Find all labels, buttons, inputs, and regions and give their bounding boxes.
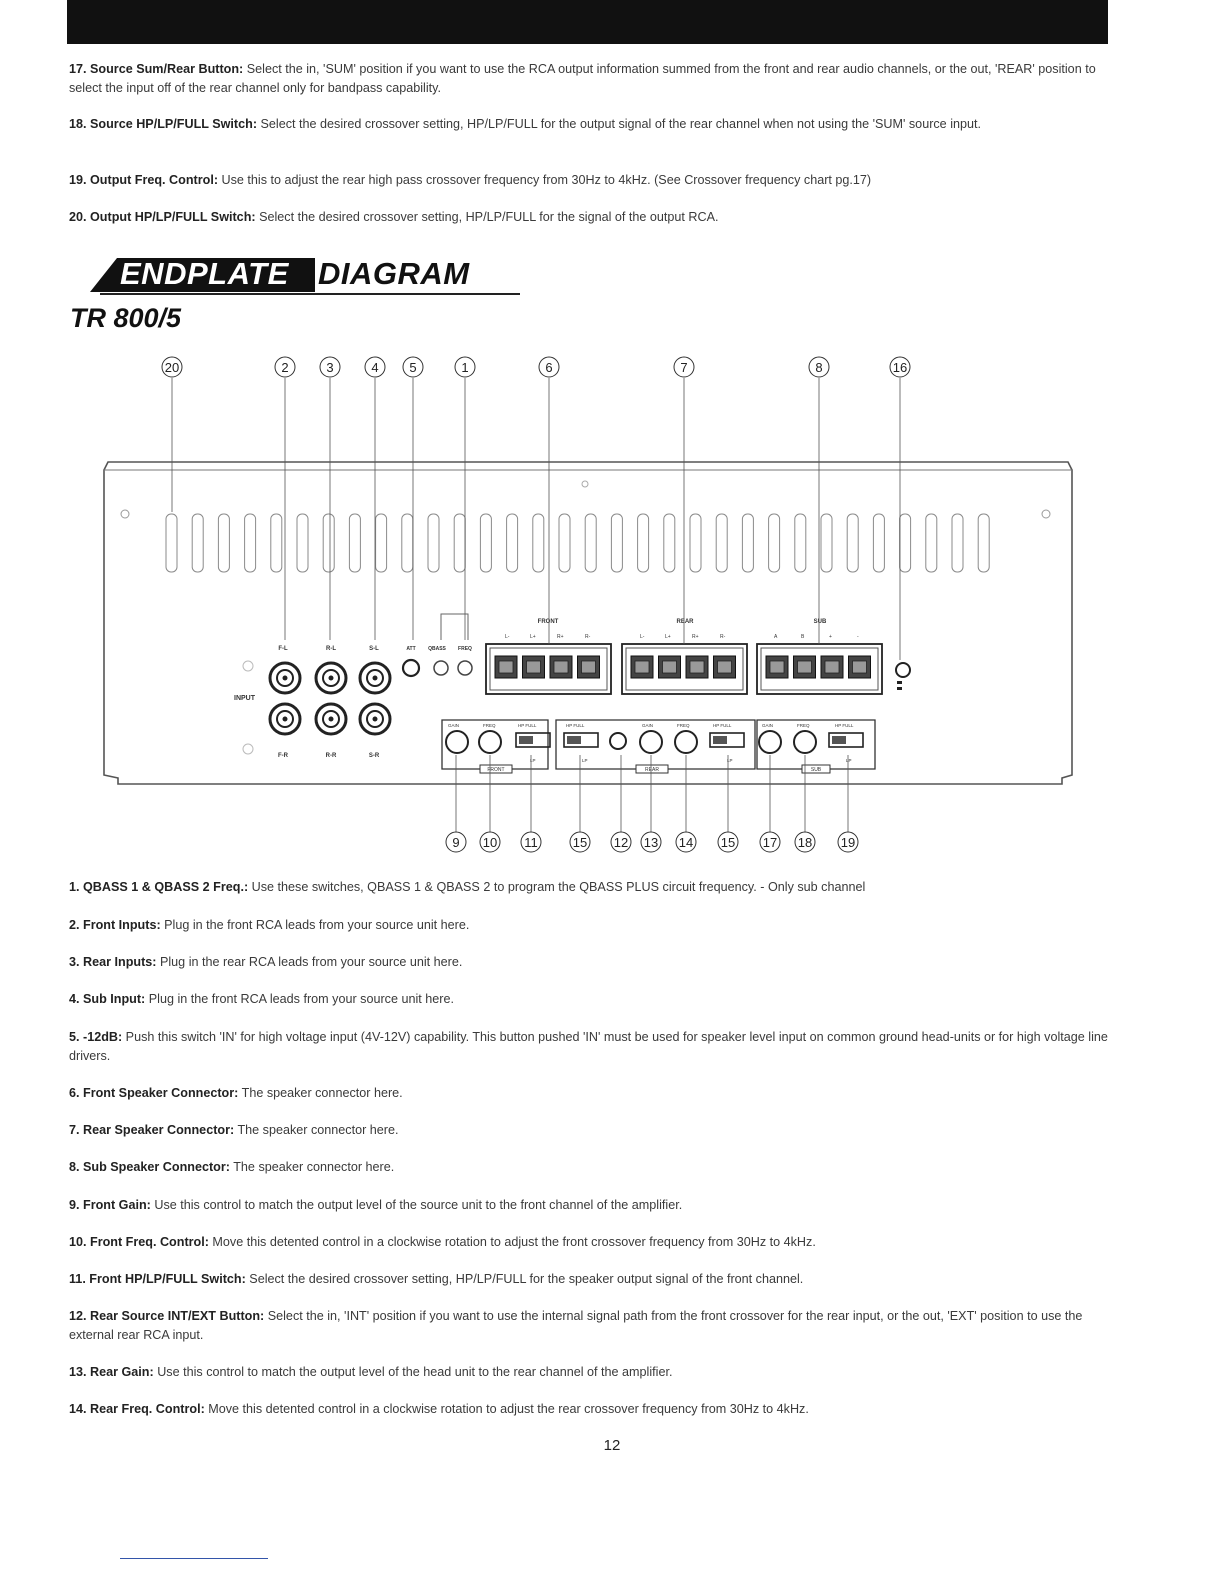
item-label: 17. Source Sum/Rear Button: [69, 62, 244, 76]
heatsink-fin [271, 514, 282, 572]
sub-tag-text: SUB [810, 767, 822, 773]
description-item [69, 1158, 1119, 1177]
terminal-screw-head [770, 661, 784, 673]
rear-lp-label: LP [727, 758, 733, 763]
heatsink-fin [245, 514, 256, 572]
heatsink-fin [533, 514, 544, 572]
description-item [69, 878, 1119, 897]
callout-number: 15 [720, 835, 736, 850]
label-rear: REAR [676, 619, 694, 625]
callout-number: 17 [762, 835, 778, 850]
input-section [234, 646, 390, 759]
rca-front-left [270, 663, 300, 693]
heatsink-fin [742, 514, 753, 572]
heatsink-fin [952, 514, 963, 572]
label-rear-lplus: L+ [665, 634, 671, 640]
front-freq-label: FREQ [483, 723, 496, 728]
item-text: Select the desired crossover setting, HP/LP/FULL for the signal of the output RCA. [255, 210, 719, 224]
terminal-screw-head [554, 661, 568, 673]
heading-part-1: ENDPLATE [120, 256, 289, 291]
heatsink-fin [166, 514, 177, 572]
model-name: TR 800/5 [70, 303, 182, 333]
terminal-screw-head [663, 661, 677, 673]
screw-top [582, 481, 588, 487]
callout-number: 2 [281, 360, 289, 375]
rca-rear-left [316, 663, 346, 693]
heatsink-fin [664, 514, 675, 572]
item-label: 3. Rear Inputs: [69, 955, 157, 969]
label-fl: F-L [278, 646, 288, 652]
item-label: 2. Front Inputs: [69, 918, 161, 932]
rear-gain-label: GAIN [642, 723, 654, 728]
item-text: The speaker connector here. [234, 1123, 399, 1137]
heatsink-fin [507, 514, 518, 572]
section-heading [90, 256, 520, 296]
sub-hpfull-label: HP FULL [835, 723, 854, 728]
label-sub-plus: + [829, 634, 832, 640]
label-rl: R-L [326, 646, 336, 652]
item-20 [69, 208, 1119, 227]
heatsink-fin [690, 514, 701, 572]
item-text: Use this to adjust the rear high pass crossover frequency from 30Hz to 4kHz. (See Crossover frequency chart pg.17) [218, 173, 872, 187]
callout-number: 20 [164, 360, 180, 375]
sub-gain-label: GAIN [762, 723, 774, 728]
rear-src-hpfull-label: HP FULL [566, 723, 585, 728]
description-item [69, 1363, 1119, 1382]
rotary-knob [479, 731, 501, 753]
callout-number: 11 [524, 835, 538, 850]
callout-number: 10 [482, 835, 498, 850]
rca-sub-right [360, 704, 390, 734]
rotary-knob [640, 731, 662, 753]
label-sub-minus: - [857, 634, 859, 640]
label-sub-a: A [774, 634, 778, 640]
item-label: 19. Output Freq. Control: [69, 173, 219, 187]
item-label: 8. Sub Speaker Connector: [69, 1160, 230, 1174]
description-item [69, 1084, 1119, 1103]
heatsink-fin [716, 514, 727, 572]
label-front-rminus: R- [585, 634, 591, 640]
callout-number: 18 [797, 835, 813, 850]
label-rear-rminus: R- [720, 634, 726, 640]
item-text: Select the desired crossover setting, HP/LP/FULL for the speaker output signal of the front channel. [245, 1272, 804, 1286]
callout-number: 13 [643, 835, 659, 850]
item-label: 18. Source HP/LP/FULL Switch: [69, 117, 258, 131]
item-label: 12. Rear Source INT/EXT Button: [69, 1309, 265, 1323]
int-ext-button [610, 733, 626, 749]
label-front-lminus: L- [505, 634, 510, 640]
callout-number: 16 [892, 360, 908, 375]
item-18 [69, 115, 1119, 134]
callout-number: 19 [840, 835, 856, 850]
callout-number: 12 [613, 835, 629, 850]
heatsink-fin [218, 514, 229, 572]
item-text: Select the in, 'INT' position if you want to use the internal signal path from the front crossover for the rear input, or the out, 'EXT' position to use the external rear RCA input. [69, 1309, 1083, 1342]
rca-sub-left [360, 663, 390, 693]
callout-number: 1 [461, 360, 469, 375]
heatsink-fin [978, 514, 989, 572]
heatsink-fin [428, 514, 439, 572]
sum-rear-button [896, 663, 910, 690]
qbass-2-switch [458, 661, 472, 675]
sub-lp-label: LP [846, 758, 852, 763]
header-bar [67, 0, 1108, 44]
item-17 [69, 60, 1119, 98]
footer-line [120, 1558, 268, 1559]
heatsink-fin [795, 514, 806, 572]
heatsink-fin [926, 514, 937, 572]
item-19 [69, 171, 1119, 190]
item-text: Push this switch 'IN' for high voltage input (4V-12V) capability. This button pushed 'IN' must be used for speaker level input on common ground head-units or for high voltage line drivers. [69, 1030, 1108, 1063]
item-label: 14. Rear Freq. Control: [69, 1402, 205, 1416]
item-text: Plug in the front RCA leads from your source unit here. [160, 918, 470, 932]
slide-switch-knob [713, 736, 727, 744]
description-item [69, 916, 1119, 935]
rca-front-right [270, 704, 300, 734]
label-front-rplus: R+ [557, 634, 564, 640]
heatsink-fin [402, 514, 413, 572]
label-freq: FREQ [458, 646, 472, 652]
terminal-screw-head [690, 661, 704, 673]
description-item [69, 1233, 1119, 1252]
heatsink-fin [454, 514, 465, 572]
description-item [69, 953, 1119, 972]
item-label: 10. Front Freq. Control: [69, 1235, 209, 1249]
item-text: Plug in the rear RCA leads from your source unit here. [156, 955, 463, 969]
front-lp-label: LP [530, 758, 536, 763]
heatsink-fin [192, 514, 203, 572]
terminal-screw-head [499, 661, 513, 673]
heatsink-fin [559, 514, 570, 572]
heatsink-fin [821, 514, 832, 572]
callout-number: 4 [371, 360, 379, 375]
description-item [69, 1196, 1119, 1215]
item-label: 13. Rear Gain: [69, 1365, 154, 1379]
callout-number: 15 [572, 835, 588, 850]
screw-mid-left [243, 661, 253, 671]
item-text: Move this detented control in a clockwise rotation to adjust the rear crossover frequency from 30Hz to 4kHz. [204, 1402, 809, 1416]
heatsink-fin [847, 514, 858, 572]
heading-part-2: DIAGRAM [318, 256, 470, 291]
item-text: Select the in, 'SUM' position if you want to use the RCA output information summed from the front and rear audio channels, or the out, 'REAR' position to select the input off of the rear channel only for bandpass capability. [69, 62, 1096, 95]
rotary-knob [759, 731, 781, 753]
item-label: 11. Front HP/LP/FULL Switch: [69, 1272, 246, 1286]
item-label: 1. QBASS 1 & QBASS 2 Freq.: [69, 880, 249, 894]
item-text: The speaker connector here. [229, 1160, 395, 1174]
label-qbass: QBASS [428, 646, 446, 652]
sub-freq-label: FREQ [797, 723, 810, 728]
description-item [69, 1307, 1119, 1345]
front-gain-label: GAIN [448, 723, 460, 728]
terminal-screw-head [635, 661, 649, 673]
heatsink-fin [769, 514, 780, 572]
rear-src-lp-label: LP [582, 758, 588, 763]
rotary-knob [446, 731, 468, 753]
heading-underline [100, 293, 520, 295]
rear-hpfull-label: HP FULL [713, 723, 732, 728]
screw-low-left [243, 744, 253, 754]
terminal-screw-head [798, 661, 812, 673]
label-rear-lminus: L- [640, 634, 645, 640]
rca-rear-right [316, 704, 346, 734]
terminal-screw-head [527, 661, 541, 673]
item-text: Use this control to match the output level of the head unit to the rear channel of the amplifier. [153, 1365, 673, 1379]
label-rear-rplus: R+ [692, 634, 699, 640]
input-label: INPUT [234, 695, 255, 702]
description-item [69, 1270, 1119, 1289]
item-text: The speaker connector here. [238, 1086, 403, 1100]
qbass-1-switch [434, 661, 448, 675]
item-text: Use these switches, QBASS 1 & QBASS 2 to program the QBASS PLUS circuit frequency. - Only sub channel [248, 880, 866, 894]
rear-freq-label: FREQ [677, 723, 690, 728]
heatsink-fin [349, 514, 360, 572]
description-item [69, 1028, 1119, 1066]
item-text: Select the desired crossover setting, HP/LP/FULL for the output signal of the rear channel when not using the 'SUM' source input. [257, 117, 981, 131]
callout-number: 5 [409, 360, 417, 375]
item-text: Move this detented control in a clockwise rotation to adjust the front crossover frequency from 30Hz to 4kHz. [208, 1235, 816, 1249]
heatsink-fin [297, 514, 308, 572]
item-label: 4. Sub Input: [69, 992, 146, 1006]
att-button [403, 660, 419, 676]
item-label: 5. -12dB: [69, 1030, 123, 1044]
label-sub-b: B [801, 634, 805, 640]
front-tag-text: FRONT [487, 767, 505, 773]
callout-number: 9 [452, 835, 460, 850]
heatsink-fin [480, 514, 491, 572]
heatsink-fin [873, 514, 884, 572]
slide-switch-knob [567, 736, 581, 744]
terminal-screw-head [825, 661, 839, 673]
label-sr: S-R [368, 753, 380, 759]
item-label: 7. Rear Speaker Connector: [69, 1123, 235, 1137]
callout-number: 6 [545, 360, 553, 375]
callouts [162, 357, 910, 852]
description-item [69, 1400, 1119, 1419]
callout-leaders [172, 378, 900, 832]
qbass-bracket [441, 614, 468, 640]
item-label: 6. Front Speaker Connector: [69, 1086, 239, 1100]
item-label: 9. Front Gain: [69, 1198, 151, 1212]
label-rr: R-R [325, 753, 337, 759]
slide-switch-knob [832, 736, 846, 744]
heatsink-fin [585, 514, 596, 572]
terminal-screw-head [582, 661, 596, 673]
callout-number: 8 [815, 360, 823, 375]
chassis-outline [104, 462, 1072, 784]
terminal-screw-head [853, 661, 867, 673]
heatsink-fin [638, 514, 649, 572]
control-panels [442, 720, 875, 773]
heatsink-fin [376, 514, 387, 572]
rotary-knob [794, 731, 816, 753]
description-item [69, 990, 1119, 1009]
label-sub: SUB [813, 619, 827, 625]
callout-number: 14 [678, 835, 694, 850]
label-fr: F-R [278, 753, 288, 759]
rear-tag-text: REAR [645, 767, 659, 773]
heatsink-fin [900, 514, 911, 572]
endplate-diagram [0, 340, 1224, 860]
terminal-screw-head [718, 661, 732, 673]
rotary-knob [675, 731, 697, 753]
label-sl: S-L [369, 646, 379, 652]
callout-number: 7 [680, 360, 688, 375]
item-text: Use this control to match the output level of the source unit to the front channel of the amplifier. [150, 1198, 683, 1212]
description-item [69, 1121, 1119, 1140]
slide-switch-knob [519, 736, 533, 744]
screw-right [1042, 510, 1050, 518]
label-att: ATT [406, 646, 416, 652]
page-number: 12 [603, 1437, 621, 1454]
screw-left [121, 510, 129, 518]
front-hpfull-label: HP FULL [518, 723, 537, 728]
item-text: Plug in the front RCA leads from your source unit here. [145, 992, 454, 1006]
heatsink-fin [323, 514, 334, 572]
callout-number: 3 [326, 360, 334, 375]
heatsink-fin [611, 514, 622, 572]
label-front-lplus: L+ [530, 634, 536, 640]
item-label: 20. Output HP/LP/FULL Switch: [69, 210, 256, 224]
heatsink-fins [166, 514, 989, 572]
label-front: FRONT [537, 619, 559, 625]
